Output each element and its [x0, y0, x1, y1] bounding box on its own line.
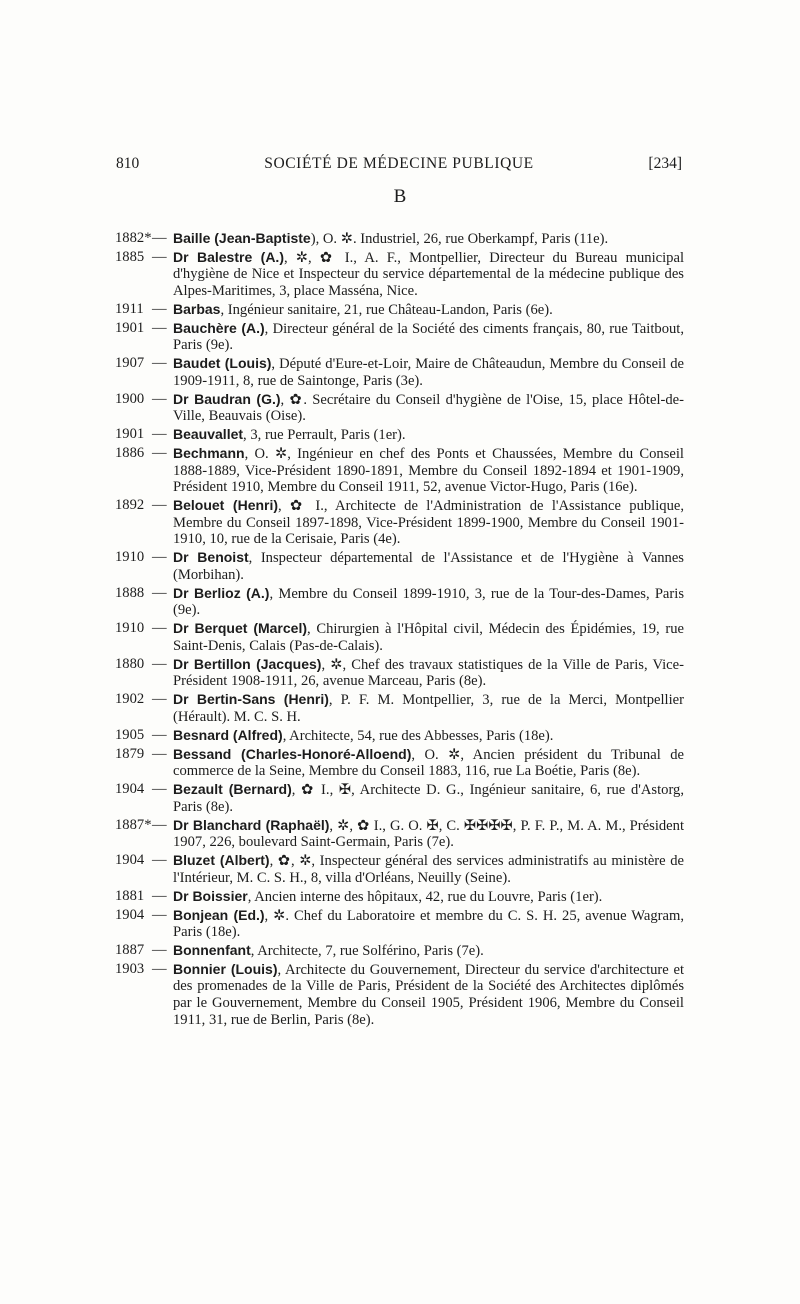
member-name: Bessand (Charles-Honoré-Alloend) [173, 745, 412, 762]
member-details: , Inspecteur départemental de l'Assistance et de l'Hygiène à Vannes (Morbihan). [173, 550, 684, 583]
member-details: , 3, rue Perrault, Paris (1er). [243, 427, 406, 444]
entry-dash: — [152, 497, 167, 514]
member-details: , Ancien interne des hôpitaux, 42, rue du Louvre, Paris (1er). [247, 888, 603, 905]
entry-dash: — [152, 300, 167, 317]
member-name: Dr Bertin-Sans (Henri) [173, 691, 329, 708]
member-entry [115, 942, 684, 960]
member-details: , Ingénieur sanitaire, 21, rue Château-Landon, Paris (6e). [220, 301, 553, 318]
member-details: , Directeur général de la Société des ciments français, 80, rue Taitbout, Paris (9e). [173, 320, 684, 354]
member-name: Dr Boissier [173, 887, 248, 904]
running-header [116, 155, 682, 177]
running-title: SOCIÉTÉ DE MÉDECINE PUBLIQUE [264, 155, 534, 172]
member-details: , ✲. Chef du Laboratoire et membre du C. S. H. 25, avenue Wagram, Paris (18e). [173, 907, 684, 941]
member-details: , ✲, Chef des travaux statistiques de la Ville de Paris, Vice-Président 1908-1911, 26, avenue Marceau, Paris (8e). [173, 656, 684, 690]
entry-body [173, 907, 684, 941]
entry-dash: — [152, 906, 167, 923]
entry-body [173, 230, 684, 248]
member-entry [115, 391, 684, 425]
member-name: Bonjean (Ed.) [173, 906, 265, 923]
member-details: , Architecte, 7, rue Solférino, Paris (7e). [250, 942, 484, 959]
entry-dash: — [152, 745, 167, 762]
member-details: , ✲, ✿ I., G. O. ✠, C. ✠✠✠✠, P. F. P., M. A. M., Président 1907, 226, boulevard Saint-Germain, Paris (7e). [173, 817, 684, 851]
section-letter: B [393, 186, 407, 207]
entry-dash: — [152, 816, 167, 833]
entry-year: 1901 [115, 426, 145, 443]
member-list [115, 230, 684, 1030]
member-entry [115, 497, 684, 548]
member-entry [115, 549, 684, 583]
entry-body [173, 585, 684, 619]
entry-body [173, 497, 684, 548]
entry-body [173, 426, 684, 444]
member-entry [115, 426, 684, 444]
entry-body [173, 781, 684, 815]
member-name: Barbas [173, 300, 221, 317]
member-name: Dr Baudran (G.) [173, 390, 281, 407]
entry-year: 1903 [115, 960, 145, 977]
member-name: Dr Bertillon (Jacques) [173, 655, 322, 672]
entry-year: 1886 [115, 445, 145, 462]
entry-body [173, 355, 684, 389]
entry-body [173, 301, 684, 319]
entry-body [173, 445, 684, 496]
member-entry [115, 852, 684, 886]
entry-body [173, 746, 684, 780]
member-name: Beauvallet [173, 426, 244, 443]
entry-dash: — [152, 887, 167, 904]
entry-body [173, 620, 684, 654]
member-details: , Architecte, 54, rue des Abbesses, Paris (18e). [282, 727, 554, 744]
member-name: Dr Benoist [173, 549, 249, 566]
entry-dash: — [152, 852, 167, 869]
entry-body [173, 727, 684, 745]
member-entry [115, 355, 684, 389]
entry-dash: — [152, 941, 167, 958]
entry-year: 1907 [115, 355, 145, 372]
entry-year: 1881 [115, 887, 145, 904]
member-name: Baille (Jean-Baptiste [173, 230, 311, 246]
member-entry [115, 888, 684, 906]
member-details: , ✲, ✿ I., A. F., Montpellier, Directeur du Bureau municipal d'hygiène de Nice et Inspecteur du service départemental de la médecine publique des Alpes-Maritimes, 3, place Masséna, Nice. [173, 249, 684, 300]
entry-dash: — [152, 445, 167, 462]
entry-year: 1888 [115, 584, 145, 601]
member-name: Dr Blanchard (Raphaël) [173, 816, 330, 833]
page-code: [234] [648, 155, 682, 172]
member-name: Besnard (Alfred) [173, 726, 283, 743]
entry-body [173, 691, 684, 725]
entry-dash: — [152, 726, 167, 743]
member-entry [115, 746, 684, 780]
entry-dash: — [152, 549, 167, 566]
member-entry [115, 961, 684, 1028]
entry-dash: — [152, 620, 167, 637]
member-entry [115, 907, 684, 941]
member-details: , ✿ I., ✠, Architecte D. G., Ingénieur sanitaire, 6, rue d'Astorg, Paris (8e). [173, 782, 684, 815]
entry-body [173, 391, 684, 425]
entry-dash: — [152, 230, 167, 246]
member-entry [115, 230, 684, 248]
entry-body [173, 320, 684, 354]
entry-body [173, 961, 684, 1028]
entry-dash: — [152, 248, 167, 265]
entry-body [173, 656, 684, 690]
entry-year: 1911 [115, 300, 144, 317]
member-entry [115, 445, 684, 496]
member-details: , ✿. Secrétaire du Conseil d'hygiène de l'Oise, 15, place Hôtel-de-Ville, Beauvais (Oise). [173, 391, 685, 425]
member-entry [115, 320, 684, 354]
entry-dash: — [152, 584, 167, 601]
member-entry [115, 781, 684, 815]
member-name: Baudet (Louis) [173, 355, 272, 372]
member-details: , ✿ I., Architecte de l'Administration de l'Assistance publique, Membre du Conseil 1897-1898, Vice-Président 1899-1900, Membre du Conseil 1901-1910, 10, rue de la Cerisaie, Paris (4e). [173, 498, 684, 548]
member-name: Bezault (Bernard) [173, 781, 292, 798]
member-details: , Architecte du Gouvernement, Directeur du service d'architecture et des promenades de la Ville de Paris, Président de la Société des Architectes diplômés par le Gouvernement, Membre du Conseil 1905, Président 1906, Membre du Conseil 1911, 31, rue de Berlin, Paris (8e). [173, 961, 685, 1028]
member-entry [115, 301, 684, 319]
entry-year: 1892 [115, 497, 145, 514]
member-details: , O. ✲, Ancien président du Tribunal de commerce de la Seine, Membre du Conseil 1883, 116, rue La Boétie, Paris (8e). [173, 746, 684, 780]
member-entry [115, 585, 684, 619]
entry-dash: — [152, 319, 167, 336]
entry-year: 1882* [115, 230, 152, 246]
entry-dash: — [152, 390, 167, 407]
entry-dash: — [152, 355, 167, 372]
entry-body [173, 852, 684, 886]
member-name: Bonnier (Louis) [173, 960, 278, 977]
entry-year: 1880 [115, 655, 145, 672]
entry-year: 1905 [115, 726, 145, 743]
member-name: Bechmann [173, 445, 245, 462]
member-details: , ✿, ✲, Inspecteur général des services administratifs au ministère de l'Intérieur, M. C. S. H., 8, villa d'Orléans, Neuilly (Seine). [173, 853, 684, 886]
entry-dash: — [152, 426, 167, 443]
entry-year: 1910 [115, 549, 145, 566]
member-name: Dr Balestre (A.) [173, 248, 284, 265]
member-entry [115, 691, 684, 725]
member-details: , Chirurgien à l'Hôpital civil, Médecin des Épidémies, 19, rue Saint-Denis, Calais (Pas-de-Calais). [173, 621, 685, 654]
entry-year: 1902 [115, 691, 145, 708]
member-details: , Membre du Conseil 1899-1910, 3, rue de la Tour-des-Dames, Paris (9e). [173, 585, 685, 619]
member-name: Bauchère (A.) [173, 319, 265, 336]
entry-year: 1885 [115, 248, 145, 265]
entry-dash: — [152, 691, 167, 708]
entry-dash: — [152, 960, 167, 977]
entry-body [173, 549, 684, 583]
entry-year: 1900 [115, 390, 145, 407]
member-name: Bluzet (Albert) [173, 852, 270, 869]
entry-year: 1910 [115, 620, 145, 637]
entry-year: 1904 [115, 852, 145, 869]
member-entry [115, 620, 684, 654]
entry-body [173, 942, 684, 960]
entry-year: 1887 [115, 941, 145, 958]
entry-year: 1879 [115, 745, 145, 762]
member-details: , Député d'Eure-et-Loir, Maire de Châteaudun, Membre du Conseil de 1909-1911, 8, rue de Saintonge, Paris (3e). [173, 356, 684, 389]
member-details: , O. ✲, Ingénieur en chef des Ponts et Chaussées, Membre du Conseil 1888-1889, Vice-Président 1890-1891, Membre du Conseil 1892-1894 et 1901-1909, Président 1910, Membre du Conseil 1911, 52, avenue Victor-Hugo, Paris (16e). [173, 446, 684, 496]
entry-year: 1904 [115, 906, 145, 923]
member-entry [115, 249, 684, 300]
entry-body [173, 888, 684, 906]
entry-year: 1887* [115, 816, 152, 833]
member-entry [115, 727, 684, 745]
entry-body [173, 249, 684, 300]
member-name: Dr Berlioz (A.) [173, 584, 270, 601]
member-name: Dr Berquet (Marcel) [173, 620, 308, 637]
member-entry [115, 656, 684, 690]
member-details: , P. F. M. Montpellier, 3, rue de la Merci, Montpellier (Hérault). M. C. S. H. [173, 692, 684, 725]
entry-year: 1904 [115, 781, 145, 798]
member-entry [115, 817, 684, 851]
entry-dash: — [152, 781, 167, 798]
entry-dash: — [152, 655, 167, 672]
member-name: Belouet (Henri) [173, 497, 279, 514]
entry-body [173, 817, 684, 851]
entry-year: 1901 [115, 319, 145, 336]
page-number: 810 [116, 155, 140, 172]
member-details: ), O. ✲. Industriel, 26, rue Oberkampf, Paris (11e). [310, 231, 609, 247]
member-name: Bonnenfant [173, 941, 251, 958]
